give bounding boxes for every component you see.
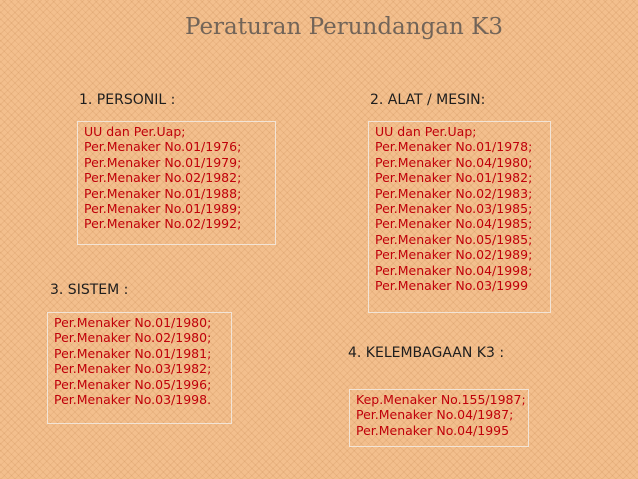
section-list-sistem (47, 312, 232, 424)
list-item: Per.Menaker No.01/1982; (375, 170, 533, 186)
section-heading-sistem: 3. SISTEM : (50, 282, 129, 298)
section-list-kelembagaan-k3 (349, 389, 529, 447)
slide-title: Peraturan Perundangan K3 (185, 14, 503, 40)
list-item: Per.Menaker No.04/1995 (356, 422, 510, 438)
list-item: Per.Menaker No.03/1998. (54, 392, 212, 408)
list-item: Per.Menaker No.01/1989; (84, 201, 242, 217)
list-item: Per.Menaker No.01/1980; (54, 315, 212, 330)
list-item: Per.Menaker No.03/1982; (54, 361, 212, 377)
list-item: Per.Menaker No.04/1998; (375, 262, 533, 278)
list-item: Per.Menaker No.04/1985; (375, 216, 533, 232)
list-item: Per.Menaker No.01/1978; (375, 139, 533, 155)
section-list-alat-mesin (368, 121, 551, 313)
list-item: UU dan Per.Uap; (84, 124, 186, 139)
list-item: Kep.Menaker No.155/1987; (356, 392, 526, 407)
list-item: Per.Menaker No.04/1980; (375, 154, 533, 170)
list-item: Per.Menaker No.01/1981; (54, 345, 212, 361)
list-item: Per.Menaker No.04/1987; (356, 407, 514, 423)
list-item: Per.Menaker No.02/1989; (375, 247, 533, 263)
section-heading-personil: 1. PERSONIL : (79, 92, 176, 108)
list-item: Per.Menaker No.05/1985; (375, 231, 533, 247)
section-list-personil (77, 121, 276, 245)
section-heading-kelembagaan-k3: 4. KELEMBAGAAN K3 : (348, 345, 505, 361)
list-item: Per.Menaker No.02/1982; (84, 170, 242, 186)
list-item: Per.Menaker No.01/1988; (84, 185, 242, 201)
list-item: Per.Menaker No.03/1999 (375, 278, 529, 294)
list-item: Per.Menaker No.03/1985; (375, 201, 533, 217)
list-item: Per.Menaker No.02/1980; (54, 330, 212, 346)
list-item: Per.Menaker No.02/1992; (84, 216, 242, 232)
section-heading-alat-mesin: 2. ALAT / MESIN: (370, 92, 486, 108)
list-item: Per.Menaker No.01/1979; (84, 154, 242, 170)
list-item: Per.Menaker No.01/1976; (84, 139, 242, 155)
list-item: Per.Menaker No.05/1996; (54, 376, 212, 392)
list-item: UU dan Per.Uap; (375, 124, 477, 139)
list-item: Per.Menaker No.02/1983; (375, 185, 533, 201)
